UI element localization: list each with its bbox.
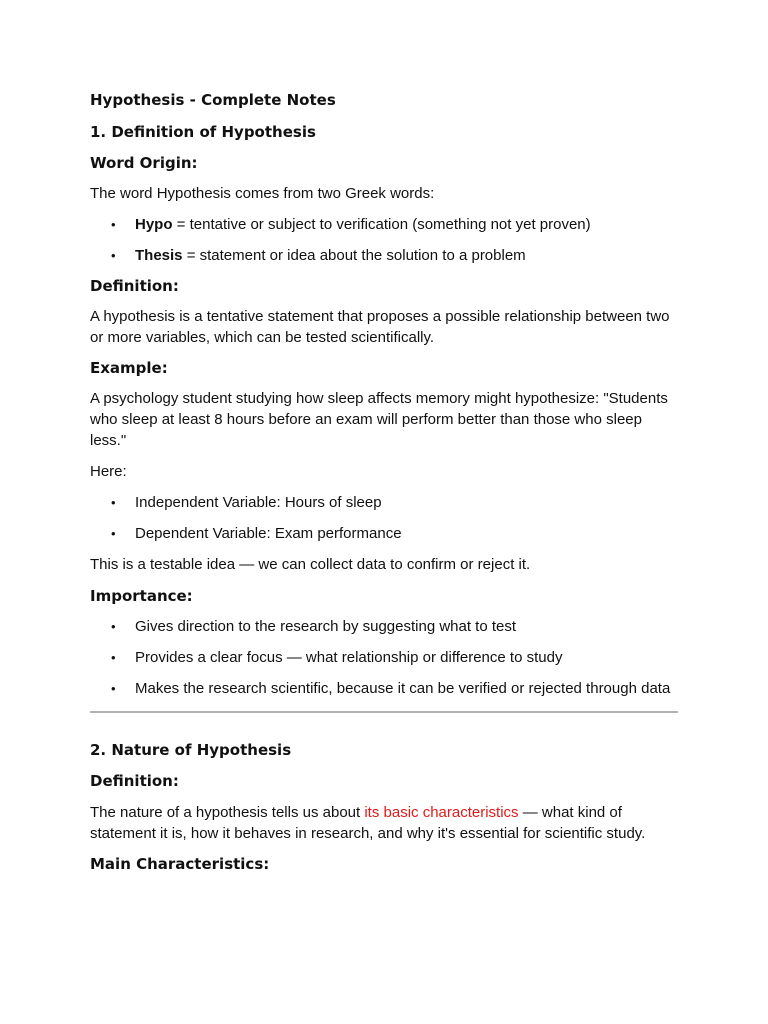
origin-text: = statement or idea about the solution to a problem — [182, 247, 526, 264]
importance-heading: Importance: — [90, 587, 193, 605]
list-item — [90, 245, 680, 266]
origin-term: Thesis — [135, 247, 183, 264]
document-title: Hypothesis - Complete Notes — [90, 91, 336, 109]
importance-list — [90, 616, 680, 699]
definition-heading: Definition: — [90, 277, 179, 295]
document-page — [90, 90, 680, 874]
list-item: • Gives direction to the research by suggesting what to test — [90, 616, 680, 637]
testable-text: This is a testable idea — we can collect data to confirm or reject it. — [90, 556, 531, 573]
main-characteristics-heading: Main Characteristics: — [90, 855, 270, 873]
variables-list — [90, 492, 680, 544]
example-text: A psychology student studying how sleep affects memory might hypothesize: "Students who sleep at least 8 hours before an exam will perform better than those who sleep less." — [90, 390, 668, 449]
list-item — [90, 214, 680, 235]
origin-list — [90, 214, 680, 266]
section-1-heading: 1. Definition of Hypothesis — [90, 123, 316, 141]
list-item: • Independent Variable: Hours of sleep — [90, 492, 680, 513]
definition-text: A hypothesis is a tentative statement that proposes a possible relationship between two or more variables, which can be tested scientifically. — [90, 308, 670, 346]
section-divider — [90, 711, 678, 713]
list-item: • Makes the research scientific, because it can be verified or rejected through data — [90, 678, 680, 699]
word-origin-heading: Word Origin: — [90, 154, 198, 172]
here-text: Here: — [90, 463, 127, 480]
origin-term: Hypo — [135, 216, 173, 233]
nature-definition-heading: Definition: — [90, 772, 179, 790]
origin-text: = tentative or subject to verification (something not yet proven) — [172, 216, 591, 233]
example-heading: Example: — [90, 359, 168, 377]
nature-definition-before: The nature of a hypothesis tells us about — [90, 804, 365, 821]
list-item: • Dependent Variable: Exam performance — [90, 523, 680, 544]
highlighted-phrase: its basic characteristics — [364, 804, 519, 821]
nature-definition-text — [90, 802, 680, 844]
word-origin-text: The word Hypothesis comes from two Greek words: — [90, 185, 435, 202]
nature-definition-after: — what kind of statement it is, how it behaves in research, and why it's essential for scientific study. — [90, 804, 646, 842]
section-2-heading: 2. Nature of Hypothesis — [90, 741, 292, 759]
list-item: • Provides a clear focus — what relationship or difference to study — [90, 647, 680, 668]
